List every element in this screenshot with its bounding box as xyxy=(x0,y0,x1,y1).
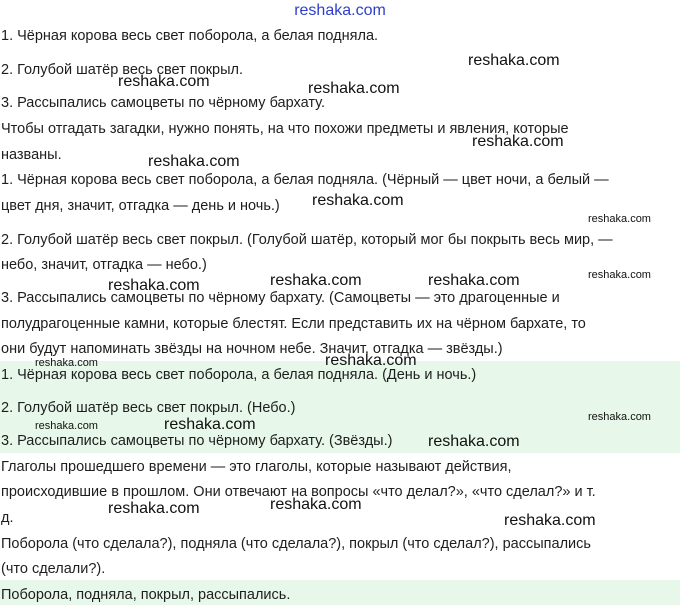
text-line: происходившие в прошлом. Они отвечают на вопросы «что делал?», «что сделал?» и т. xyxy=(1,484,596,500)
watermark: reshaka.com xyxy=(312,192,404,209)
watermark: reshaka.com xyxy=(108,277,200,294)
text-line: (что сделали?). xyxy=(1,561,106,577)
text-line: Глаголы прошедшего времени — это глаголы, которые называют действия, xyxy=(1,459,512,475)
text-line: полудрагоценные камни, которые блестят. Если представить их на чёрном бархате, то xyxy=(1,316,586,332)
text-line: 3. Рассыпались самоцветы по чёрному бархату. (Звёзды.) xyxy=(1,433,393,449)
text-line: Поборола (что сделала?), подняла (что сделала?), покрыл (что сделал?), рассыпались xyxy=(1,536,591,552)
watermark: reshaka.com xyxy=(118,73,210,90)
text-line: 2. Голубой шатёр весь свет покрыл. xyxy=(1,62,244,78)
watermark: reshaka.com xyxy=(428,433,520,450)
watermark: reshaka.com xyxy=(325,352,417,369)
text-line: цвет дня, значит, отгадка — день и ночь.) xyxy=(1,198,280,214)
watermark: reshaka.com xyxy=(308,80,400,97)
text-line: названы. xyxy=(1,147,62,163)
watermark: reshaka.com xyxy=(588,269,651,281)
watermark: reshaka.com xyxy=(428,272,520,289)
site-header[interactable]: reshaka.com xyxy=(294,2,386,19)
watermark: reshaka.com xyxy=(270,496,362,513)
text-line: 1. Чёрная корова весь свет поборола, а белая подняла. xyxy=(1,28,379,44)
watermark: reshaka.com xyxy=(472,133,564,150)
text-line: 1. Чёрная корова весь свет поборола, а белая подняла. (Чёрный — цвет ночи, а белый — xyxy=(1,172,609,188)
watermark: reshaka.com xyxy=(164,416,256,433)
watermark: reshaka.com xyxy=(588,411,651,423)
watermark: reshaka.com xyxy=(148,153,240,170)
text-line: Чтобы отгадать загадки, нужно понять, на что похожи предметы и явления, которые xyxy=(1,121,569,137)
watermark: reshaka.com xyxy=(270,272,362,289)
text-line: они будут напоминать звёзды на ночном небе. Значит, отгадка — звёзды.) xyxy=(1,341,503,357)
text-line: 3. Рассыпались самоцветы по чёрному бархату. (Самоцветы — это драгоценные и xyxy=(1,290,560,306)
text-line: 2. Голубой шатёр весь свет покрыл. (Небо.) xyxy=(1,400,296,416)
text-line: д. xyxy=(1,510,14,526)
watermark: reshaka.com xyxy=(108,500,200,517)
text-line: небо, значит, отгадка — небо.) xyxy=(1,257,207,273)
watermark: reshaka.com xyxy=(504,512,596,529)
text-line: 3. Рассыпались самоцветы по чёрному бархату. xyxy=(1,95,325,111)
text-line: Поборола, подняла, покрыл, рассыпались. xyxy=(1,587,291,603)
watermark: reshaka.com xyxy=(468,52,560,69)
watermark: reshaka.com xyxy=(35,420,98,432)
text-line: 2. Голубой шатёр весь свет покрыл. (Голубой шатёр, который мог бы покрыть весь мир, — xyxy=(1,232,613,248)
text-line: 1. Чёрная корова весь свет поборола, а белая подняла. (День и ночь.) xyxy=(1,367,477,383)
watermark: reshaka.com xyxy=(588,213,651,225)
watermark: reshaka.com xyxy=(35,357,98,369)
